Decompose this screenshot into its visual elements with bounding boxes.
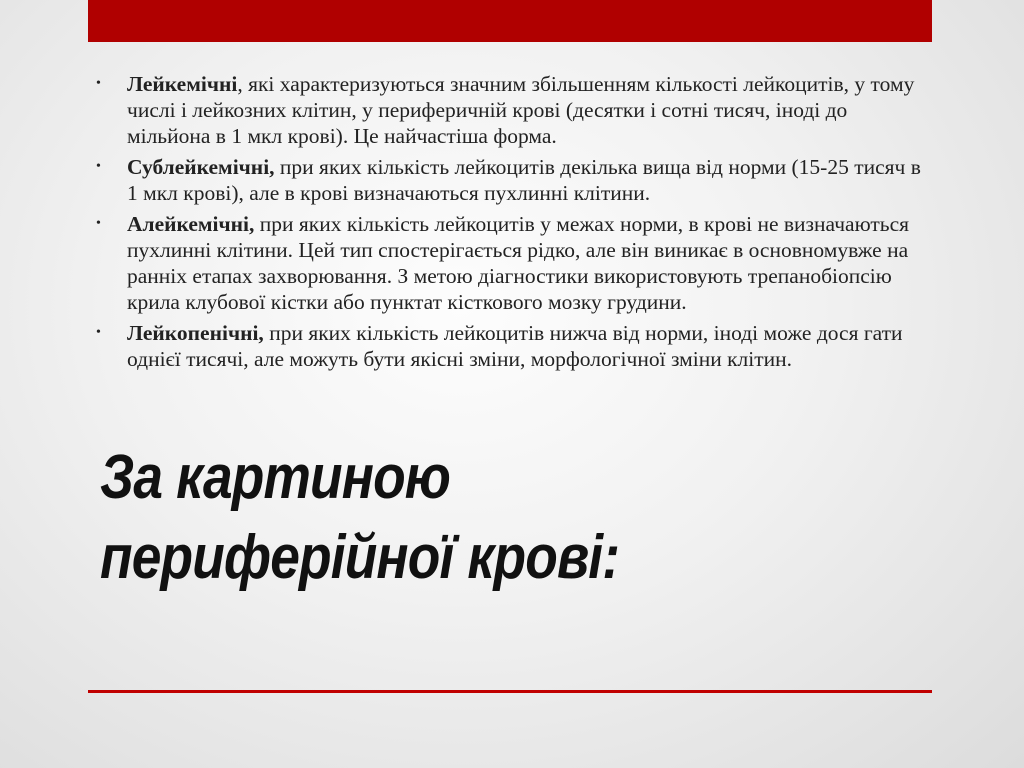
bullet-text: при яких кількість лейкоцитів у межах норми, в крові не визначаються пухлинні клітини. Цей тип спостерігається рідко, але він виникає в основномувже на ранніх етапах захворювання. З метою діагностики використовують трепанобіопсію крила клубової кістки або пунктат кісткового мозку грудини. (127, 212, 910, 314)
bullet-term: Сублейкемічні, (127, 155, 275, 179)
bottom-divider (88, 690, 932, 693)
bullet-term: Алейкемічні, (127, 212, 255, 236)
bullet-list (96, 71, 932, 377)
bullet-item-aleukemic (96, 211, 932, 315)
bullet-dot-icon: • (96, 159, 101, 174)
top-accent-bar (88, 0, 932, 42)
bullet-dot-icon: • (96, 216, 101, 231)
bullet-text: , які характеризуються значним збільшенням кількості лейкоцитів, у тому числі і лейкозних клітин, у периферичній крові (десятки і сотні тисяч, іноді до мільйона в 1 мкл крові). Це найчастіша форма. (127, 72, 915, 148)
bullet-dot-icon: • (96, 76, 101, 91)
bullet-text: при яких кількість лейкоцитів нижча від норми, іноді може дося гати однієї тисячі, але можуть бути якісні зміни, морфологічної зміни клітин. (127, 321, 903, 371)
bullet-text: при яких кількість лейкоцитів декілька вища від норми (15-25 тисяч в 1 мкл крові), але в крові визначаються пухлинні клітини. (127, 155, 921, 205)
bullet-term: Лейкопенічні, (127, 321, 264, 345)
bullet-item-leukemic (96, 71, 932, 149)
bullet-term: Лейкемічні (127, 72, 238, 96)
slide-title: За картиною периферійної крові: (100, 443, 620, 592)
bullet-dot-icon: • (96, 325, 101, 340)
bullet-item-leukopenic (96, 320, 932, 372)
bullet-item-subleukemic (96, 154, 932, 206)
